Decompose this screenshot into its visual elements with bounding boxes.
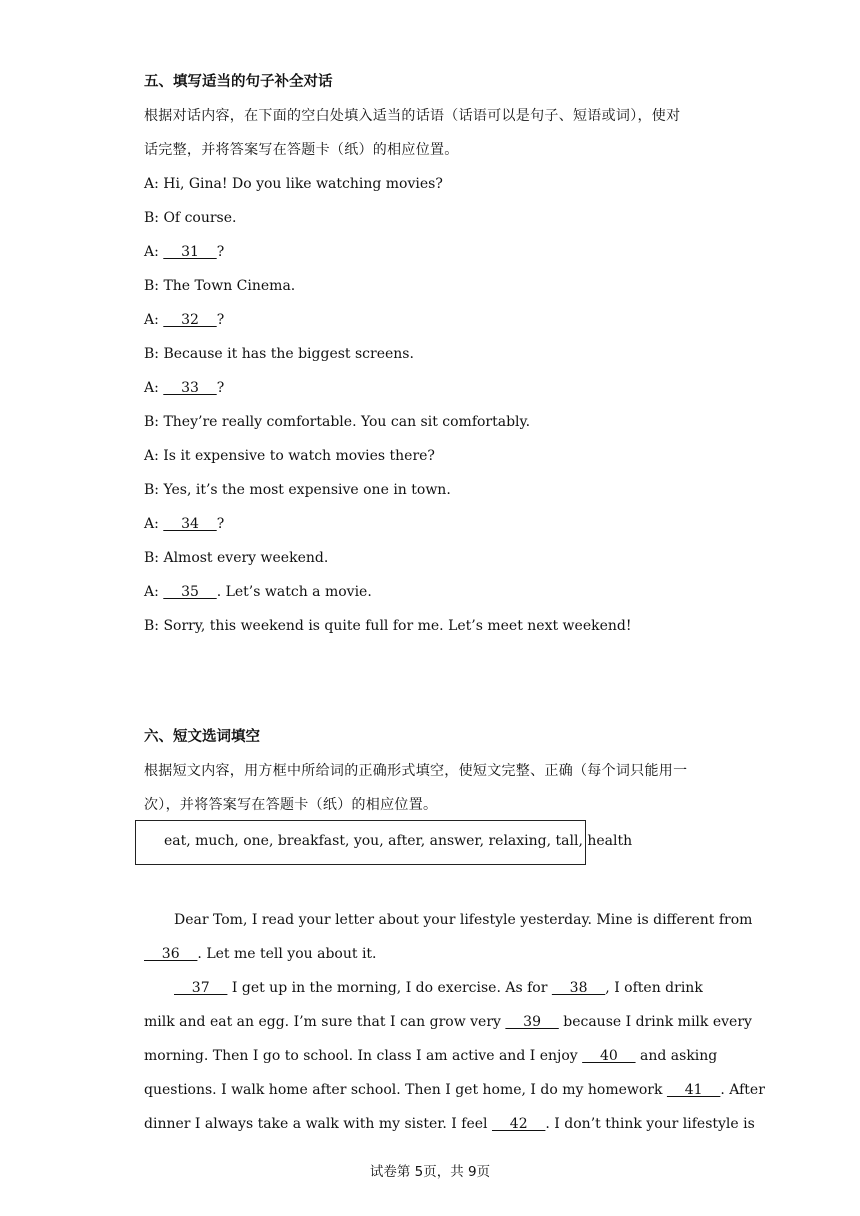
dialogue-line: B: Sorry, this weekend is quite full for me. Let’s meet next weekend!	[144, 618, 632, 634]
passage-text: . I don’t think your lifestyle is	[545, 1116, 755, 1132]
dialogue-line: B: Yes, it’s the most expensive one in town.	[144, 482, 451, 498]
word-box	[135, 820, 633, 865]
answer-blank-33: 33	[163, 380, 217, 396]
speaker-label: A:	[144, 312, 164, 328]
word-box-words: eat, much, one, breakfast, you, after, answer, relaxing, tall, health	[164, 833, 633, 849]
answer-blank-42: 42	[491, 1116, 546, 1132]
answer-blank-38: 38	[551, 980, 606, 996]
dialogue-line: B: Almost every weekend.	[144, 550, 329, 566]
passage-line-blank-42	[144, 1114, 755, 1134]
dialogue-line: B: They’re really comfortable. You can sit comfortably.	[144, 414, 531, 430]
speaker-label: A:	[144, 244, 164, 260]
speaker-label: A:	[144, 584, 164, 600]
passage-line-blank-37-38	[174, 978, 703, 998]
section-5-title: 五、填写适当的句子补全对话	[144, 74, 333, 90]
passage-text: , I often drink	[605, 980, 703, 996]
section-5-instruction-line-1: 根据对话内容，在下面的空白处填入适当的话语（话语可以是句子、短语或词），使对	[144, 108, 681, 124]
passage-text: because I drink milk every	[558, 1014, 752, 1030]
dialogue-line: A: Is it expensive to watch movies there?	[144, 448, 435, 464]
answer-blank-40: 40	[582, 1048, 636, 1064]
dialogue-line-blank-35	[144, 582, 372, 602]
passage-line-blank-40	[144, 1046, 717, 1066]
answer-blank-35: 35	[163, 584, 217, 600]
dialogue-line-blank-33	[144, 378, 224, 398]
passage-line-blank-41	[144, 1080, 765, 1100]
answer-blank-31: 31	[163, 244, 217, 260]
dialogue-line: B: Because it has the biggest screens.	[144, 346, 414, 362]
passage-text: milk and eat an egg. I’m sure that I can grow very	[144, 1014, 506, 1030]
line-ending: . Let’s watch a movie.	[216, 584, 372, 600]
dialogue-line: B: The Town Cinema.	[144, 278, 296, 294]
line-ending: ?	[216, 380, 225, 396]
dialogue-line-blank-32	[144, 310, 224, 330]
passage-text: . Let me tell you about it.	[197, 946, 377, 962]
answer-blank-36: 36	[144, 946, 198, 962]
section-6-title: 六、短文选词填空	[144, 729, 260, 745]
line-ending: ?	[216, 516, 225, 532]
dialogue-line: A: Hi, Gina! Do you like watching movies?	[144, 176, 443, 192]
dialogue-line-blank-34	[144, 514, 224, 534]
passage-text: questions. I walk home after school. Then I get home, I do my homework	[144, 1082, 667, 1098]
passage-text: and asking	[635, 1048, 718, 1064]
line-ending: ?	[216, 244, 225, 260]
answer-blank-32: 32	[163, 312, 217, 328]
passage-text: . After	[720, 1082, 765, 1098]
line-ending: ?	[216, 312, 225, 328]
speaker-label: A:	[144, 516, 164, 532]
answer-blank-37: 37	[174, 980, 228, 996]
speaker-label: A:	[144, 380, 164, 396]
passage-line-blank-36	[144, 944, 377, 964]
page-footer: 试卷第 5页，共 9页	[369, 1164, 491, 1180]
section-6-instruction-line-2: 次），并将答案写在答题卡（纸）的相应位置。	[144, 797, 438, 813]
answer-blank-41: 41	[666, 1082, 721, 1098]
answer-blank-39: 39	[505, 1014, 559, 1030]
passage-line: Dear Tom, I read your letter about your lifestyle yesterday. Mine is different from	[174, 912, 753, 928]
section-6-instruction-line-1: 根据短文内容，用方框中所给词的正确形式填空，使短文完整、正确（每个词只能用一	[144, 763, 688, 779]
passage-text: morning. Then I go to school. In class I am active and I enjoy	[144, 1048, 583, 1064]
answer-blank-34: 34	[163, 516, 217, 532]
passage-text: dinner I always take a walk with my sister. I feel	[144, 1116, 492, 1132]
section-5-instruction-line-2: 话完整，并将答案写在答题卡（纸）的相应位置。	[144, 142, 459, 158]
passage-line-blank-39	[144, 1012, 752, 1032]
dialogue-line: B: Of course.	[144, 210, 237, 226]
dialogue-line-blank-31	[144, 242, 224, 262]
passage-text: I get up in the morning, I do exercise. As for	[227, 980, 552, 996]
